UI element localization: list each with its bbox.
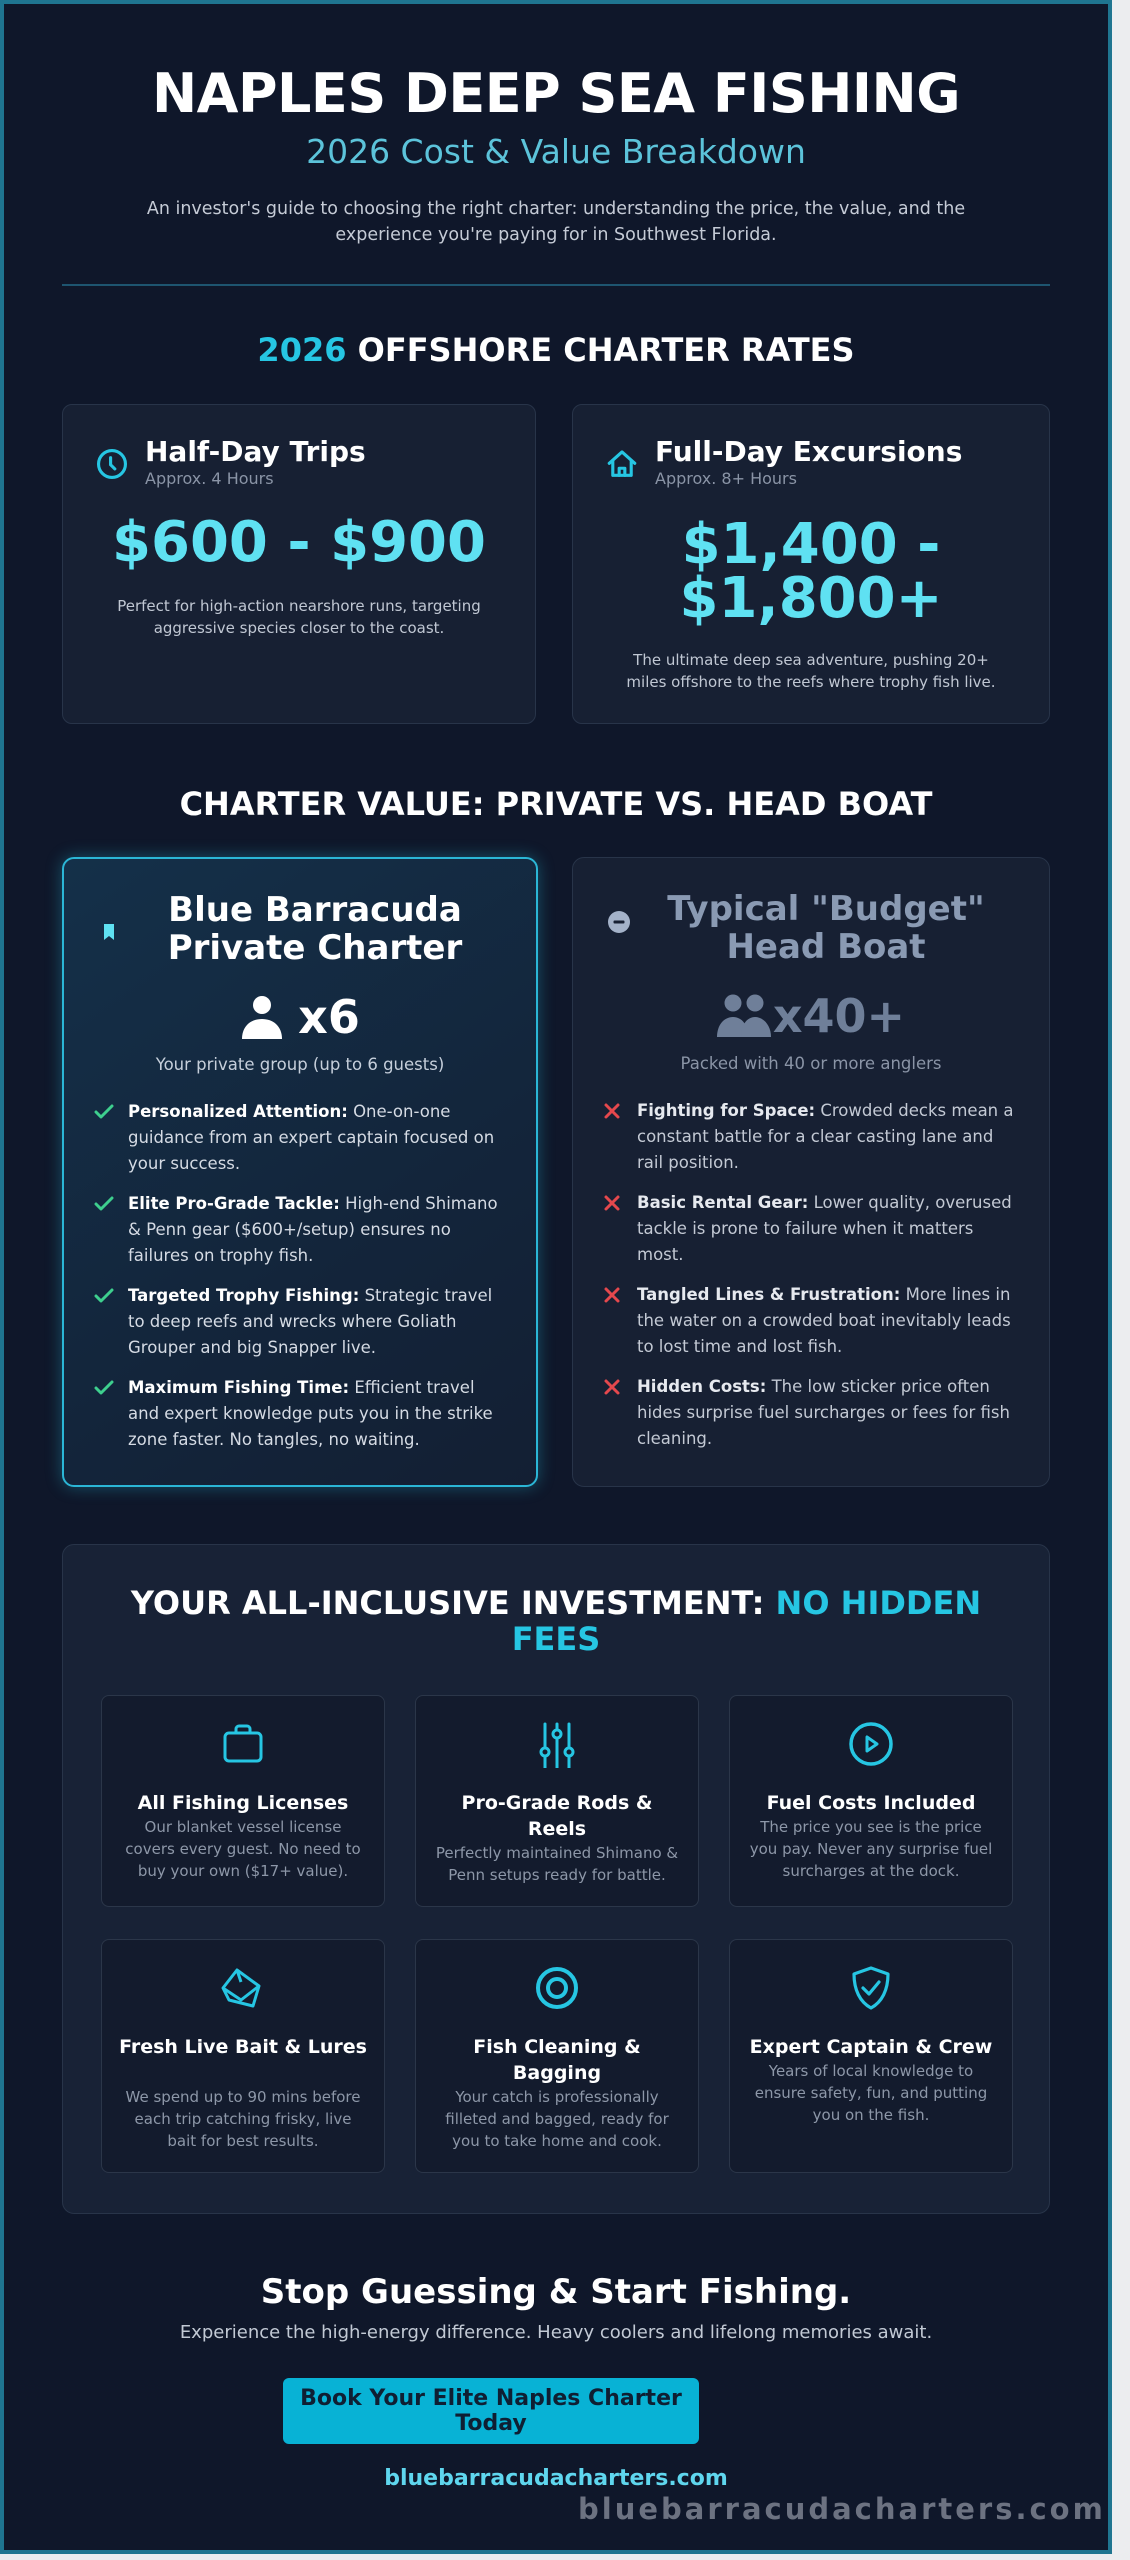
rate-price-line1: $1,400 - xyxy=(681,512,941,577)
head-boat-caption: Packed with 40 or more anglers xyxy=(680,1054,942,1073)
tile-description: The price you see is the price you pay. Never any surprise fuel surcharges at the dock. xyxy=(749,1818,993,1880)
tile-title: Fish Cleaning & Bagging xyxy=(473,2036,641,2084)
tile-description: We spend up to 90 mins before each trip catching frisky, live bait for best results. xyxy=(125,2088,361,2150)
comparison-section-title: CHARTER VALUE: PRIVATE VS. HEAD BOAT xyxy=(179,785,933,823)
book-charter-button[interactable]: Book Your Elite Naples Charter Today xyxy=(283,2378,699,2444)
rate-title: Half-Day Trips xyxy=(145,435,366,468)
cta-title: Stop Guessing & Start Fishing. xyxy=(260,2272,852,2312)
rate-duration: Approx. 8+ Hours xyxy=(655,469,797,488)
inclusions-title: YOUR ALL-INCLUSIVE INVESTMENT: NO HIDDEN FEES xyxy=(130,1584,982,1658)
x-icon xyxy=(603,1194,621,1212)
rate-price-line2: $1,800+ xyxy=(679,566,943,631)
person-icon xyxy=(240,993,284,1041)
inclusion-tile-fuel xyxy=(729,1695,1013,1907)
x-icon xyxy=(603,1286,621,1304)
inclusion-tile-cleaning xyxy=(415,1939,699,2173)
tile-title: Pro-Grade Rods & Reels xyxy=(461,1792,653,1840)
private-count: x6 xyxy=(298,990,360,1044)
rates-section-title xyxy=(4,330,1108,370)
rate-description: Perfect for high-action nearshore runs, targeting aggressive species closer to the coast. xyxy=(117,597,481,637)
rate-description: The ultimate deep sea adventure, pushing 20+ miles offshore to the reefs where trophy fish live. xyxy=(626,651,996,691)
private-capacity xyxy=(64,991,536,1043)
rate-card-full-day xyxy=(572,404,1050,724)
rates-title-rest: OFFSHORE CHARTER RATES xyxy=(346,331,855,369)
benefit-item: Maximum Fishing Time: Efficient travel and expert knowledge puts you in the strike zone faster. No tangles, no waiting. xyxy=(94,1375,506,1453)
head-boat-title: Typical "Budget" Head Boat xyxy=(667,889,985,967)
tile-title: Expert Captain & Crew xyxy=(749,2036,993,2058)
clock-icon xyxy=(95,447,129,481)
inclusion-tile-captain xyxy=(729,1939,1013,2173)
inclusion-tile-licenses xyxy=(101,1695,385,1907)
target-ring-icon xyxy=(533,1964,581,2012)
inclusion-tile-rods xyxy=(415,1695,699,1907)
head-boat-card xyxy=(572,857,1050,1487)
page-subtitle: 2026 Cost & Value Breakdown xyxy=(306,132,806,171)
benefit-item: Elite Pro-Grade Tackle: High-end Shimano & Penn gear ($600+/setup) ensures no failures on trophy fish. xyxy=(94,1191,506,1269)
rate-duration: Approx. 4 Hours xyxy=(145,469,274,488)
page-title: NAPLES DEEP SEA FISHING xyxy=(151,62,961,125)
briefcase-icon xyxy=(219,1720,267,1768)
rate-price: $600 - $900 xyxy=(112,510,486,575)
rates-title-year: 2026 xyxy=(257,331,347,369)
check-icon xyxy=(94,1287,114,1305)
rate-card-half-day xyxy=(62,404,536,724)
shield-check-icon xyxy=(847,1964,895,2012)
x-icon xyxy=(603,1378,621,1396)
check-icon xyxy=(94,1195,114,1213)
bookmark-icon xyxy=(98,919,120,945)
house-icon xyxy=(605,447,639,481)
sliders-icon xyxy=(533,1720,581,1768)
header-divider xyxy=(62,284,1050,286)
rate-title: Full-Day Excursions xyxy=(655,435,963,468)
head-boat-count: x40+ xyxy=(772,989,906,1043)
envelope-open-icon xyxy=(219,1964,267,2012)
drawback-item: Basic Rental Gear: Lower quality, overused tackle is prone to failure when it matters most. xyxy=(603,1190,1019,1268)
inclusions-panel xyxy=(62,1544,1050,2214)
page-description: An investor's guide to choosing the right charter: understanding the price, the value, and the experience you're paying for in Southwest Florida. xyxy=(146,199,966,245)
private-charter-card xyxy=(62,857,538,1487)
group-icon xyxy=(717,993,773,1039)
website-link[interactable]: bluebarracudacharters.com xyxy=(384,2466,728,2491)
drawback-item: Hidden Costs: The low sticker price often hides surprise fuel surcharges or fees for fish cleaning. xyxy=(603,1374,1019,1452)
head-boat-capacity xyxy=(573,990,1049,1042)
tile-title: Fresh Live Bait & Lures xyxy=(119,2036,367,2058)
watermark: bluebarracudacharters.com xyxy=(578,2492,1106,2526)
private-benefits-list xyxy=(94,1099,506,1467)
tile-description: Years of local knowledge to ensure safety, fun, and putting you on the fish. xyxy=(754,2062,988,2124)
private-caption: Your private group (up to 6 guests) xyxy=(155,1055,445,1074)
minus-circle-icon xyxy=(607,910,631,934)
tile-description: Our blanket vessel license covers every guest. No need to buy your own ($17+ value). xyxy=(125,1818,361,1880)
tile-title: Fuel Costs Included xyxy=(766,1792,976,1814)
play-circle-icon xyxy=(847,1720,895,1768)
x-icon xyxy=(603,1102,621,1120)
private-charter-title: Blue Barracuda Private Charter xyxy=(167,890,463,968)
check-icon xyxy=(94,1379,114,1397)
inclusion-tile-bait xyxy=(101,1939,385,2173)
head-boat-drawbacks-list xyxy=(603,1098,1019,1466)
tile-description: Perfectly maintained Shimano & Penn setups ready for battle. xyxy=(435,1844,679,1884)
benefit-item: Personalized Attention: One-on-one guidance from an expert captain focused on your success. xyxy=(94,1099,506,1177)
cta-subtitle: Experience the high-energy difference. Heavy coolers and lifelong memories await. xyxy=(179,2322,933,2343)
drawback-item: Fighting for Space: Crowded decks mean a constant battle for a clear casting lane and rail position. xyxy=(603,1098,1019,1176)
tile-description: Your catch is professionally filleted and bagged, ready for you to take home and cook. xyxy=(445,2088,669,2150)
drawback-item: Tangled Lines & Frustration: More lines in the water on a crowded boat inevitably leads to lost time and lost fish. xyxy=(603,1282,1019,1360)
check-icon xyxy=(94,1103,114,1121)
tile-title: All Fishing Licenses xyxy=(137,1792,349,1814)
benefit-item: Targeted Trophy Fishing: Strategic travel to deep reefs and wrecks where Goliath Grouper and big Snapper live. xyxy=(94,1283,506,1361)
